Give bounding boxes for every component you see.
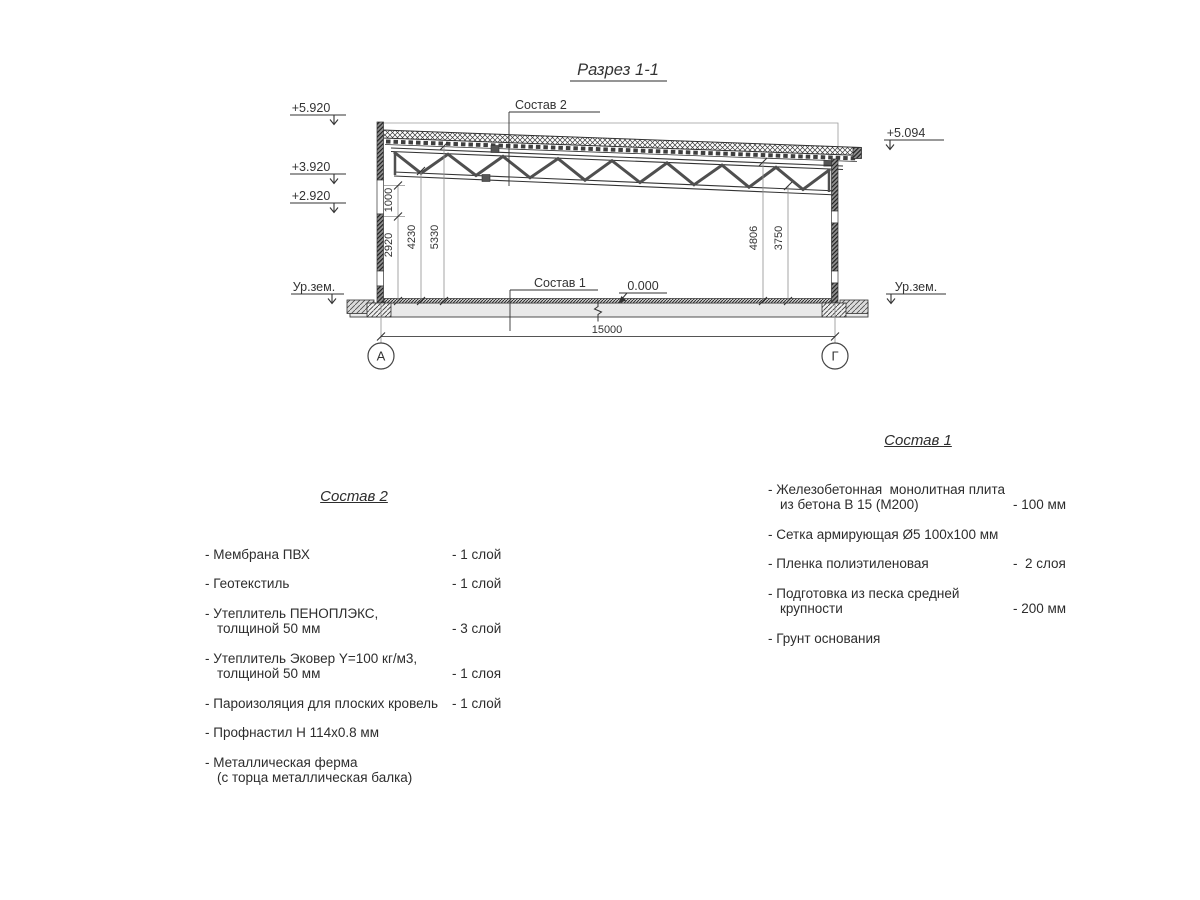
sostav1-title: Состав 1	[884, 432, 952, 449]
callout-sostav2-text: Состав 2	[515, 98, 567, 112]
list-item: - Мембрана ПВХ - 1 слой	[205, 546, 502, 562]
footing-right	[822, 303, 846, 317]
elevation-arrow-icon	[328, 294, 336, 304]
dim-5330: 5330	[429, 224, 441, 250]
list-item: - Пленка полиэтиленовая - 2 слоя	[768, 556, 1068, 572]
list-item: - Подготовка из песка средней крупности - 200 мм	[768, 585, 1067, 616]
elevation-arrow-icon	[886, 140, 894, 150]
list-item: - Утеплитель Эковер Y=100 кг/м3, толщиной 50 мм - 1 слоя	[205, 650, 502, 681]
sostav2-title: Состав 2	[320, 488, 388, 505]
list-item: - Металлическая ферма (с торца металлическая балка)	[205, 754, 413, 785]
elevation-arrow-icon	[330, 203, 338, 213]
sostav1-list	[768, 433, 1068, 660]
section-title-text: Разрез 1-1	[577, 61, 659, 79]
svg-text:Ур.зем.: Ур.зем.	[292, 280, 336, 294]
sostav2-list	[205, 489, 503, 800]
elevation-mark-5094	[884, 126, 944, 150]
dim-1000: 1000	[383, 187, 395, 213]
dim-4230: 4230	[406, 224, 418, 250]
list-item: - Геотекстиль - 1 слой	[205, 576, 502, 591]
ground-level-mark-left	[291, 280, 344, 304]
item-value: - 2 слоя	[1013, 556, 1066, 571]
right-wall	[832, 159, 839, 303]
section-drawing	[260, 40, 980, 390]
list-item: - Железобетонная монолитная плита из бетона В 15 (М200) - 100 мм	[768, 481, 1067, 512]
floor-slab	[347, 299, 868, 322]
item-value: - 1 слой	[452, 546, 502, 562]
section-title	[570, 61, 667, 81]
dim-2920: 2920	[383, 232, 395, 258]
roof-edge-cap	[853, 148, 862, 159]
axis-letter-g: Г	[831, 348, 839, 364]
list-item: - Сетка армирующая Ø5 100х100 мм	[768, 526, 999, 542]
item-value: - 200 мм	[1013, 601, 1067, 616]
item-value: - 3 слой	[452, 621, 502, 636]
svg-text:+5.094: +5.094	[886, 126, 926, 140]
axis-marker-g	[822, 343, 848, 369]
item-value: - 100 мм	[1013, 497, 1067, 512]
dim-left-group	[383, 142, 448, 305]
item-value: - 1 слоя	[452, 666, 502, 681]
elevation-arrow-icon	[887, 294, 895, 304]
elevation-arrow-icon	[330, 174, 338, 184]
list-item: - Профнастил Н 114х0.8 мм	[205, 725, 379, 740]
truss-web-diagonals	[394, 152, 830, 190]
axis-marker-a	[368, 343, 394, 369]
svg-text:+3.920: +3.920	[291, 160, 331, 174]
batten-plate	[491, 146, 499, 153]
svg-text:Ур.зем.: Ур.зем.	[894, 280, 938, 294]
elevation-mark-2920	[290, 189, 346, 213]
callout-sostav1-text: Состав 1	[534, 276, 586, 290]
item-value: - 1 слой	[452, 576, 502, 591]
axis-letter-a: А	[376, 348, 386, 364]
list-item: - Грунт основания	[768, 630, 881, 646]
batten-plate	[482, 175, 490, 182]
list-item: - Утеплитель ПЕНОПЛЭКС, толщиной 50 мм - 3 слой	[205, 605, 502, 636]
elevation-mark-5920	[290, 101, 346, 125]
dim-4806: 4806	[748, 225, 760, 251]
dim-right-group	[748, 158, 792, 305]
list-item: - Пароизоляция для плоских кровель - 1 слой	[205, 695, 502, 711]
ground-level-mark-right	[886, 280, 946, 304]
elevation-mark-3920	[290, 160, 346, 184]
dim-15000: 15000	[591, 324, 623, 336]
svg-text:+2.920: +2.920	[291, 189, 331, 203]
dim-3750: 3750	[773, 225, 785, 251]
svg-text:+5.920: +5.920	[291, 101, 331, 115]
item-value: - 1 слой	[452, 695, 502, 711]
footing-left	[367, 303, 391, 317]
truss-bottom-chord	[394, 172, 838, 191]
zero-level-text: 0.000	[627, 279, 659, 293]
elevation-arrow-icon	[330, 115, 338, 125]
